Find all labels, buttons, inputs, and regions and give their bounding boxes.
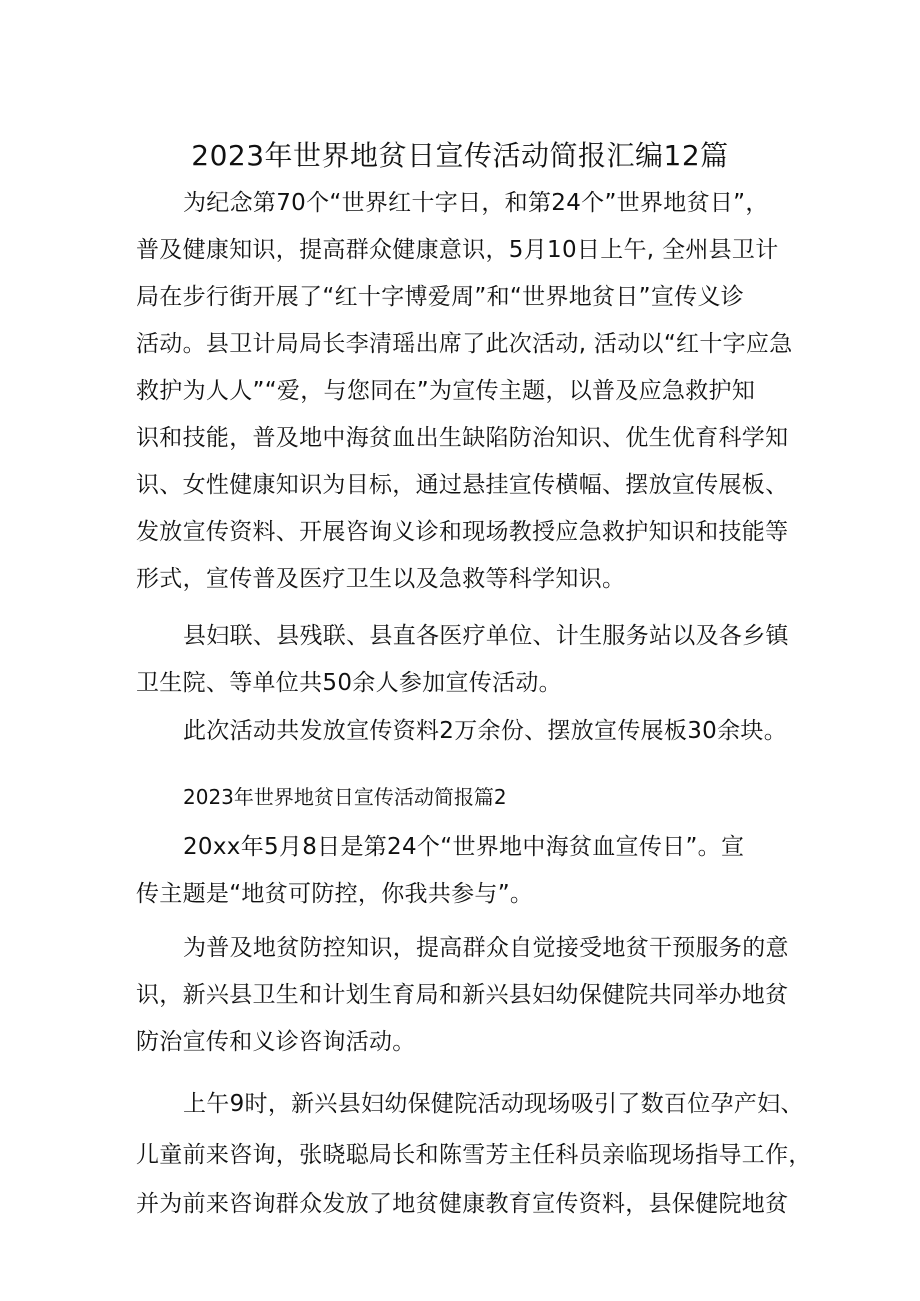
paragraph-line: 发放宣传资料、开展咨询义诊和现场教授应急救护知识和技能等	[136, 519, 789, 545]
paragraph-line: 识，新兴县卫生和计划生育局和新兴县妇幼保健院共同举办地贫	[136, 982, 789, 1008]
paragraph-line: 并为前来咨询群众发放了地贫健康教育宣传资料，县保健院地贫	[136, 1191, 789, 1217]
paragraph-line: 上午9时，新兴县妇幼保健院活动现场吸引了数百位孕产妇、	[183, 1091, 804, 1117]
paragraph-line: 儿童前来咨询，张晓聪局长和陈雪芳主任科员亲临现场指导工作，	[136, 1142, 812, 1168]
paragraph-line: 防治宣传和义诊咨询活动。	[136, 1029, 416, 1055]
paragraph-line: 识、女性健康知识为目标，通过悬挂宣传横幅、摆放宣传展板、	[136, 472, 789, 498]
paragraph-line: 活动。县卫计局局长李清瑶出席了此次活动, 活动以“红十字应急	[136, 331, 793, 357]
paragraph-line: 卫生院、等单位共50余人参加宣传活动。	[136, 670, 562, 696]
section-heading: 2023年世界地贫日宣传活动简报篇2	[183, 785, 507, 809]
paragraph-line: 传主题是“地贫可防控，你我共参与”。	[136, 881, 534, 907]
paragraph-line: 为纪念第70个“世界红十字日，和第24个”世界地贫日”，	[183, 190, 769, 216]
paragraph-line: 20xx年5月8日是第24个“世界地中海贫血宣传日”。宣	[183, 834, 745, 860]
paragraph-line: 识和技能，普及地中海贫血出生缺陷防治知识、优生优育科学知	[136, 425, 789, 451]
paragraph-line: 为普及地贫防控知识，提高群众自觉接受地贫干预服务的意	[183, 935, 789, 961]
paragraph-line: 此次活动共发放宣传资料2万余份、摆放宣传展板30余块。	[183, 718, 787, 744]
paragraph-line: 普及健康知识，提高群众健康意识，5月10日上午, 全州县卫计	[136, 237, 779, 263]
paragraph-line: 县妇联、县残联、县直各医疗单位、计生服务站以及各乡镇	[183, 623, 789, 649]
document-title: 2023年世界地贫日宣传活动简报汇编12篇	[191, 139, 729, 172]
paragraph-line: 局在步行街开展了“红十字博爱周”和“世界地贫日”宣传义诊	[136, 284, 745, 310]
paragraph-line: 形式，宣传普及医疗卫生以及急救等科学知识。	[136, 566, 626, 592]
paragraph-line: 救护为人人”“爱，与您同在”为宣传主题，以普及应急救护知	[136, 378, 756, 404]
